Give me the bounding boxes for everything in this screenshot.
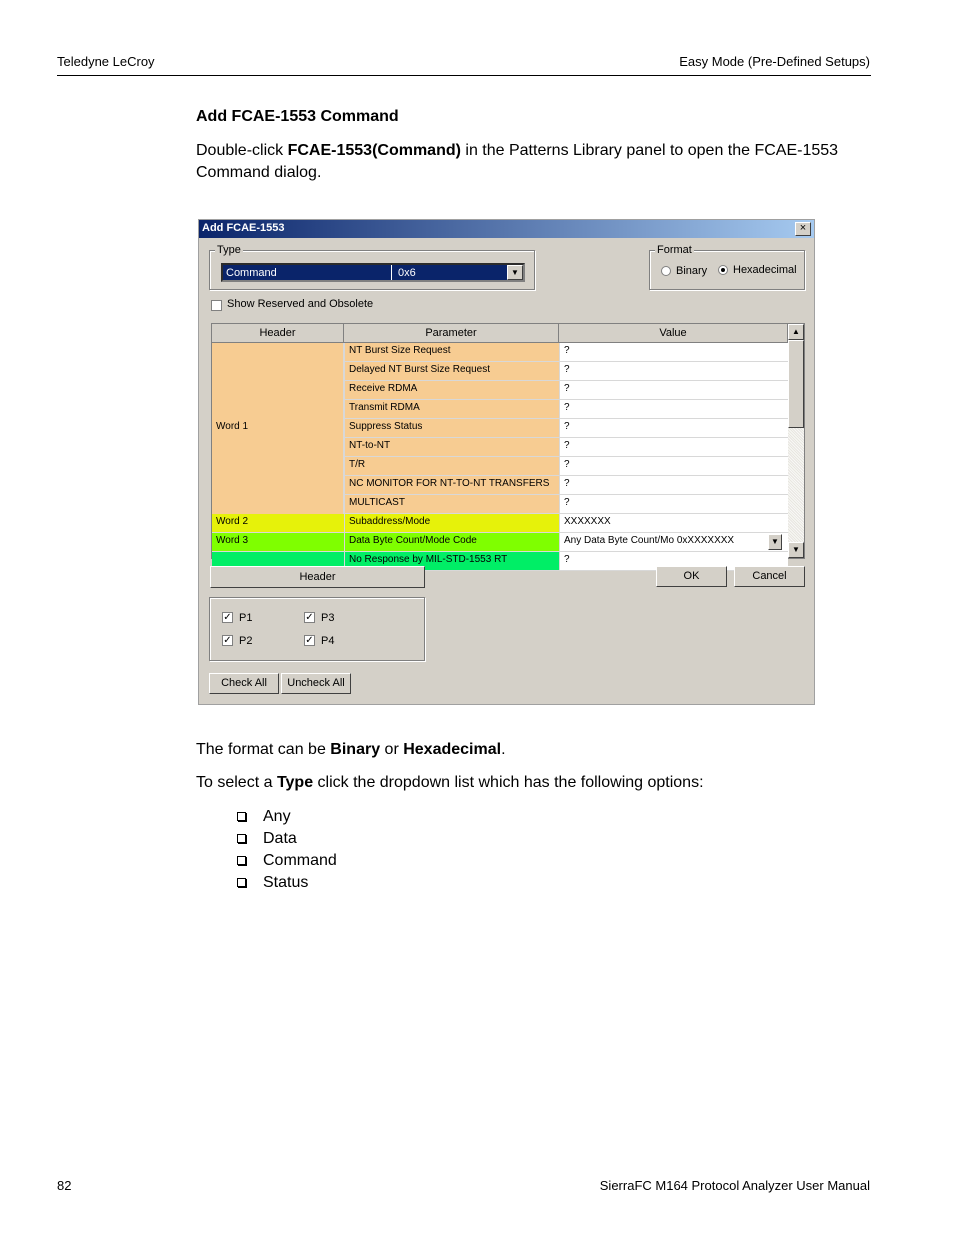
checkbox-bullet-icon [237,878,246,887]
checkbox-bullet-icon [237,856,246,865]
header-rule [57,75,871,76]
grid-parameter-cell: MULTICAST [344,495,559,514]
grid-parameter-cell: Subaddress/Mode [344,514,559,533]
grid-parameter-cell: NT-to-NT [344,438,559,457]
combo-divider [391,265,392,280]
grid-parameter-cell: Data Byte Count/Mode Code [344,533,559,552]
word1-cell [212,343,344,514]
p1-label: P1 [239,612,253,624]
checkbox-bullet-icon [237,834,246,843]
header-button[interactable]: Header [210,566,425,588]
intro-text-cont: in the Patterns Library panel to open the FCAE-1553 [460,142,839,159]
scroll-up-icon[interactable]: ▲ [788,324,804,340]
section-title: Add FCAE-1553 Command [196,108,399,125]
ports-group [209,597,425,661]
intro-text: Double-click [196,142,288,159]
show-reserved-label: Show Reserved and Obsolete [227,298,374,310]
p3-label: P3 [321,612,335,624]
format-text: The format can be [196,741,331,758]
grid-parameter-cell: NT Burst Size Request [344,343,559,362]
grid-parameter-cell: Suppress Status [344,419,559,438]
ok-button[interactable]: OK [656,566,727,587]
intro-line2: Command dialog. [196,164,322,181]
p2-checkbox[interactable]: ✓ [223,635,232,646]
type-option: Data [263,830,297,847]
p2-label: P2 [239,635,253,647]
chevron-down-icon[interactable]: ▼ [768,534,782,550]
format-period: . [501,741,506,758]
grid-value-cell[interactable]: ? [559,400,788,419]
p3-checkbox[interactable]: ✓ [305,612,314,623]
uncheck-all-button[interactable]: Uncheck All [281,673,351,694]
grid-parameter-cell: Transmit RDMA [344,400,559,419]
footer-manual: SierraFC M164 Protocol Analyzer User Manual [599,1178,870,1193]
grid-value-cell[interactable]: XXXXXXX [559,514,788,533]
intro-bold: FCAE-1553(Command) [287,142,461,159]
dialog-titlebar [199,220,814,238]
grid-parameter-cell: T/R [344,457,559,476]
type-text-cont: click the dropdown list which has the following options: [313,774,704,791]
grid-value-cell[interactable]: ? [559,438,788,457]
format-group-label: Format [657,244,692,256]
grid-parameter-cell: No Response by MIL-STD-1553 RT [344,552,559,571]
word1-label: Word 1 [216,421,249,432]
grid-value-cell[interactable]: ? [559,495,788,514]
scroll-down-icon[interactable]: ▼ [788,542,804,558]
column-value[interactable]: Value [559,324,788,343]
grid-value-cell[interactable]: ? [559,457,788,476]
p4-label: P4 [321,635,335,647]
grid-value-cell[interactable]: ? [559,381,788,400]
page-number: 82 [57,1178,72,1193]
type-group-label: Type [217,244,241,256]
header-right: Easy Mode (Pre-Defined Setups) [679,54,870,69]
hexadecimal-radio[interactable] [718,265,728,275]
grid-parameter-cell: NC MONITOR FOR NT-TO-NT TRANSFERS [344,476,559,495]
intro-paragraph [196,140,886,184]
grid-scrollbar[interactable] [788,324,804,558]
format-binary: Binary [330,741,381,758]
grid-value-cell[interactable]: ? [559,362,788,381]
type-option: Status [263,874,309,891]
binary-label: Binary [676,265,708,277]
format-hex: Hexadecimal [403,741,502,758]
type-option: Any [263,808,291,825]
grid-header-cell: Word 3 [212,533,344,552]
parameter-grid [211,323,805,565]
scroll-thumb[interactable] [788,340,804,428]
type-option: Command [263,852,337,869]
add-fcae-dialog [198,219,815,705]
grid-value-cell[interactable]: ? [559,552,788,571]
grid-value-cell[interactable]: ? [559,476,788,495]
grid-value-cell[interactable]: ? [559,343,788,362]
checkbox-bullet-icon [237,812,246,821]
type-value: Command [226,267,277,279]
p1-checkbox[interactable]: ✓ [223,612,232,623]
type-paragraph [196,772,704,794]
grid-value-cell[interactable]: ? [559,419,788,438]
column-parameter[interactable]: Parameter [344,324,559,343]
hexadecimal-label: Hexadecimal [733,264,797,276]
grid-value-cell[interactable]: Any Data Byte Count/Mo 0xXXXXXXX [559,533,788,552]
p4-checkbox[interactable]: ✓ [305,635,314,646]
dialog-title: Add FCAE-1553 [202,222,285,234]
type-bold: Type [276,774,314,791]
close-icon[interactable]: × [795,222,811,236]
check-all-button[interactable]: Check All [209,673,279,694]
header-left: Teledyne LeCroy [57,54,155,69]
grid-parameter-cell: Delayed NT Burst Size Request [344,362,559,381]
format-paragraph [196,739,506,761]
type-code: 0x6 [398,267,416,279]
binary-radio[interactable] [661,266,671,276]
format-or: or [380,741,404,758]
chevron-down-icon[interactable]: ▼ [507,265,523,280]
type-text: To select a [196,774,277,791]
cancel-button[interactable]: Cancel [734,566,805,587]
grid-parameter-cell: Receive RDMA [344,381,559,400]
type-dropdown[interactable] [221,263,525,282]
column-header[interactable]: Header [212,324,344,343]
show-reserved-checkbox[interactable] [211,300,222,311]
grid-header-cell: Word 2 [212,514,344,533]
